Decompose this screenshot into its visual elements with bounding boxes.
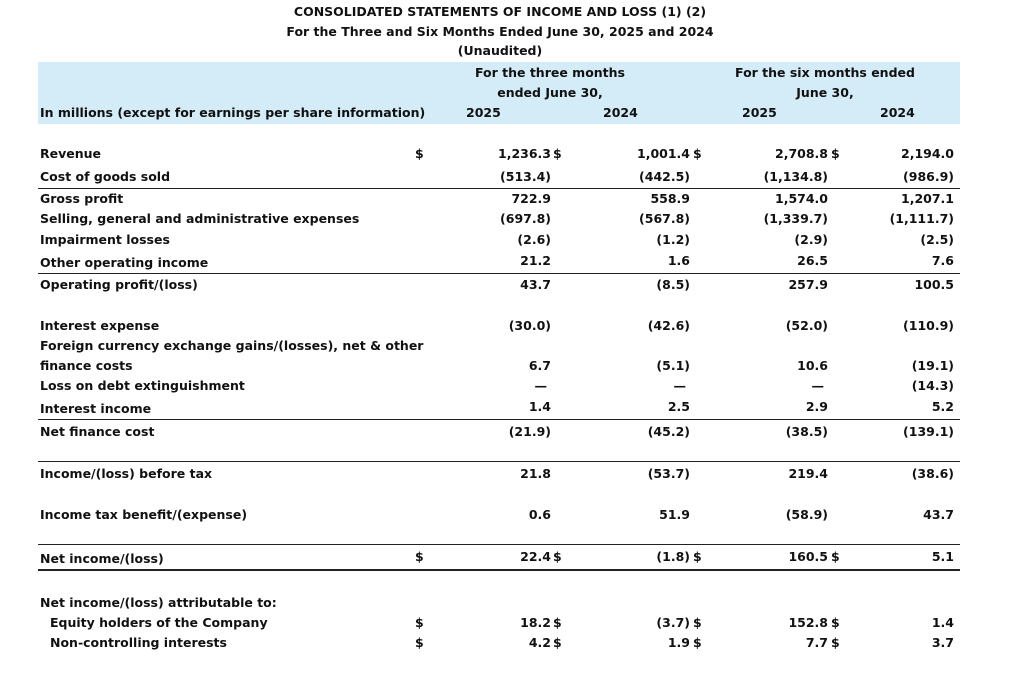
currency-symbol: $ [831, 549, 840, 564]
value-operating-profit-6m-2024: 100.5 [914, 277, 954, 292]
row-label-net-finance-cost: Net finance cost [40, 424, 155, 439]
value-revenue-6m-2024: 2,194.0 [901, 146, 954, 161]
value-interest-expense-6m-2025: (52.0) [785, 318, 828, 333]
value-interest-income-3m-2025: 1.4 [528, 399, 551, 414]
currency-symbol: $ [415, 549, 424, 564]
row-label-income-tax: Income tax benefit/(expense) [40, 507, 248, 522]
value-operating-profit-6m-2025: 257.9 [788, 277, 828, 292]
value-cogs-3m-2024: (442.5) [639, 169, 690, 184]
value-income-tax-6m-2024: 43.7 [923, 507, 954, 522]
six-months-header-line1: For the six months ended [735, 65, 915, 80]
value-debt-ext-6m-2025: — [811, 378, 824, 393]
divider [38, 461, 960, 462]
value-impairment-6m-2024: (2.5) [920, 232, 954, 247]
value-interest-expense-3m-2025: (30.0) [508, 318, 551, 333]
value-net-finance-3m-2025: (21.9) [508, 424, 551, 439]
currency-symbol: $ [693, 146, 702, 161]
value-ibt-3m-2024: (53.7) [647, 466, 690, 481]
value-debt-ext-3m-2025: — [534, 378, 547, 393]
value-sga-6m-2024: (1,111.7) [889, 211, 954, 226]
row-label-interest-income: Interest income [40, 401, 152, 416]
row-label-net-income: Net income/(loss) [40, 551, 164, 566]
value-fx-6m-2024: (19.1) [911, 358, 954, 373]
statement-subtitle: For the Three and Six Months Ended June 30, 2025 and 2024 [286, 24, 714, 39]
row-label-impairment-losses: Impairment losses [40, 232, 170, 247]
value-gross-profit-6m-2024: 1,207.1 [901, 191, 954, 206]
value-nci-6m-2025: 7.7 [805, 635, 828, 650]
divider [38, 419, 960, 420]
value-nci-6m-2024: 3.7 [931, 635, 954, 650]
value-equity-holders-3m-2025: 18.2 [520, 615, 551, 630]
value-impairment-3m-2025: (2.6) [517, 232, 551, 247]
value-revenue-6m-2025: 2,708.8 [775, 146, 828, 161]
value-nci-3m-2025: 4.2 [528, 635, 551, 650]
value-operating-profit-3m-2025: 43.7 [520, 277, 551, 292]
value-net-income-3m-2025: 22.4 [520, 549, 551, 564]
value-revenue-3m-2025: 1,236.3 [498, 146, 551, 161]
currency-symbol: $ [553, 146, 562, 161]
value-equity-holders-3m-2024: (3.7) [656, 615, 690, 630]
row-label-gross-profit: Gross profit [40, 191, 124, 206]
value-sga-3m-2024: (567.8) [639, 211, 690, 226]
value-cogs-3m-2025: (513.4) [500, 169, 551, 184]
currency-symbol: $ [693, 615, 702, 630]
value-interest-income-3m-2024: 2.5 [667, 399, 690, 414]
row-label-interest-expense: Interest expense [40, 318, 160, 333]
value-net-income-3m-2024: (1.8) [656, 549, 690, 564]
value-fx-3m-2025: 6.7 [528, 358, 551, 373]
value-impairment-6m-2025: (2.9) [794, 232, 828, 247]
value-equity-holders-6m-2024: 1.4 [931, 615, 954, 630]
value-cogs-6m-2025: (1,134.8) [763, 169, 828, 184]
unaudited-note: (Unaudited) [457, 43, 543, 58]
value-fx-3m-2024: (5.1) [656, 358, 690, 373]
value-sga-3m-2025: (697.8) [500, 211, 551, 226]
year-header-6m-2024: 2024 [880, 105, 915, 120]
value-interest-expense-6m-2024: (110.9) [903, 318, 954, 333]
currency-symbol: $ [831, 146, 840, 161]
row-label-cost-of-goods-sold: Cost of goods sold [40, 169, 171, 184]
value-other-op-income-6m-2024: 7.6 [931, 253, 954, 268]
value-other-op-income-3m-2024: 1.6 [667, 253, 690, 268]
row-label-income-before-tax: Income/(loss) before tax [40, 466, 213, 481]
value-fx-6m-2025: 10.6 [797, 358, 828, 373]
row-label-operating-profit: Operating profit/(loss) [40, 277, 198, 292]
row-label-revenue: Revenue [40, 146, 102, 161]
value-impairment-3m-2024: (1.2) [656, 232, 690, 247]
currency-symbol: $ [693, 635, 702, 650]
value-net-income-6m-2024: 5.1 [931, 549, 954, 564]
row-label-attributable-to: Net income/(loss) attributable to: [40, 595, 277, 610]
value-other-op-income-6m-2025: 26.5 [797, 253, 828, 268]
currency-symbol: $ [693, 549, 702, 564]
value-sga-6m-2025: (1,339.7) [763, 211, 828, 226]
currency-symbol: $ [553, 615, 562, 630]
currency-symbol: $ [415, 615, 424, 630]
value-net-finance-6m-2025: (38.5) [785, 424, 828, 439]
value-debt-ext-3m-2024: — [673, 378, 686, 393]
value-ibt-3m-2025: 21.8 [520, 466, 551, 481]
value-equity-holders-6m-2025: 152.8 [788, 615, 828, 630]
year-header-3m-2024: 2024 [603, 105, 638, 120]
six-months-header-line2: June 30, [796, 85, 854, 100]
value-interest-income-6m-2025: 2.9 [805, 399, 828, 414]
value-interest-income-6m-2024: 5.2 [931, 399, 954, 414]
divider-double [38, 569, 960, 571]
value-net-income-6m-2025: 160.5 [788, 549, 828, 564]
row-label-sga: Selling, general and administrative expenses [40, 211, 360, 226]
currency-symbol: $ [831, 635, 840, 650]
value-income-tax-3m-2024: 51.9 [659, 507, 690, 522]
row-label-non-controlling-interests: Non-controlling interests [50, 635, 227, 650]
value-nci-3m-2024: 1.9 [667, 635, 690, 650]
value-net-finance-6m-2024: (139.1) [903, 424, 954, 439]
statement-title: CONSOLIDATED STATEMENTS OF INCOME AND LOSS (1) (2) [293, 4, 707, 19]
value-ibt-6m-2025: 219.4 [788, 466, 828, 481]
three-months-header-line2: ended June 30, [497, 85, 603, 100]
divider [38, 273, 960, 274]
value-gross-profit-3m-2024: 558.9 [650, 191, 690, 206]
value-interest-expense-3m-2024: (42.6) [647, 318, 690, 333]
value-net-finance-3m-2024: (45.2) [647, 424, 690, 439]
value-cogs-6m-2024: (986.9) [903, 169, 954, 184]
value-revenue-3m-2024: 1,001.4 [637, 146, 690, 161]
row-label-other-operating-income: Other operating income [40, 255, 209, 270]
value-income-tax-3m-2025: 0.6 [528, 507, 551, 522]
year-header-3m-2025: 2025 [466, 105, 501, 120]
value-gross-profit-3m-2025: 722.9 [511, 191, 551, 206]
divider [38, 188, 960, 189]
three-months-header-line1: For the three months [474, 65, 625, 80]
row-label-fx-gains-losses: Foreign currency exchange gains/(losses), net & other [40, 338, 424, 353]
value-gross-profit-6m-2025: 1,574.0 [775, 191, 828, 206]
currency-symbol: $ [831, 615, 840, 630]
value-ibt-6m-2024: (38.6) [911, 466, 954, 481]
value-debt-ext-6m-2024: (14.3) [911, 378, 954, 393]
units-label: In millions (except for earnings per share information) [40, 105, 426, 120]
row-label-equity-holders: Equity holders of the Company [50, 615, 268, 630]
row-label-loss-on-debt-extinguishment: Loss on debt extinguishment [40, 378, 245, 393]
value-other-op-income-3m-2025: 21.2 [520, 253, 551, 268]
value-income-tax-6m-2025: (58.9) [785, 507, 828, 522]
year-header-6m-2025: 2025 [742, 105, 777, 120]
row-label-fx-gains-losses-cont: finance costs [40, 358, 133, 373]
currency-symbol: $ [415, 635, 424, 650]
currency-symbol: $ [553, 635, 562, 650]
divider [38, 544, 960, 545]
currency-symbol: $ [553, 549, 562, 564]
currency-symbol: $ [415, 146, 424, 161]
value-operating-profit-3m-2024: (8.5) [656, 277, 690, 292]
